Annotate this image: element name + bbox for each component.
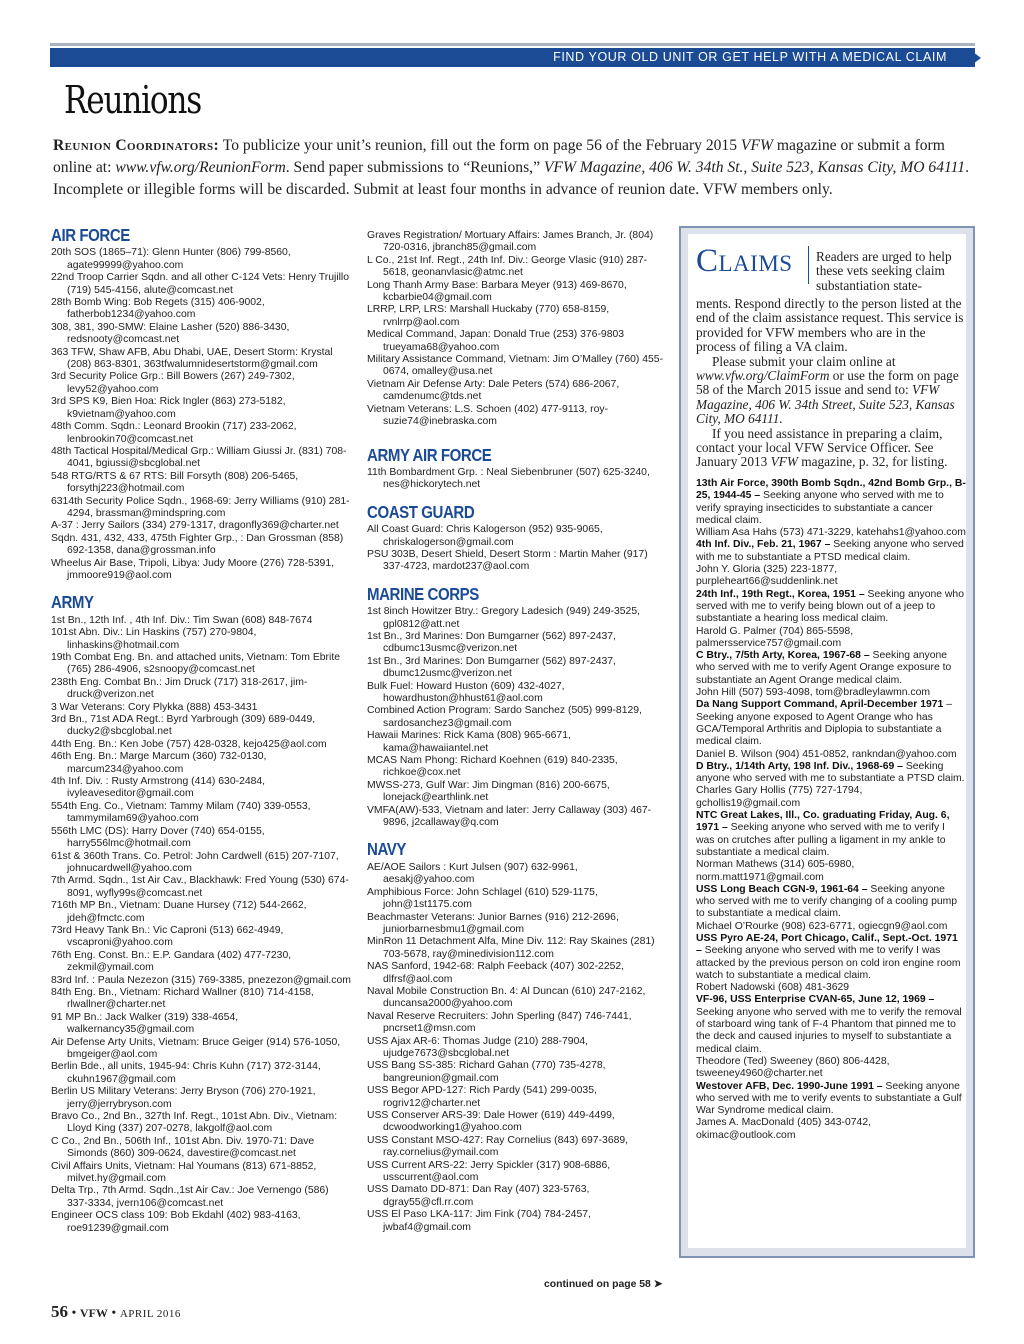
listing-column-1 xyxy=(51,225,351,1235)
listing-entry: 7th Armd. Sqdn., 1st Air Cav., Blackhawk: Fred Young (530) 674-8091, wyfly99s@comcast.net xyxy=(51,875,349,899)
intro-text: . Incomplete or illegible forms will be discarded. Submit at least four months in advance of reunion date. VFW members only. xyxy=(53,159,969,198)
listing-entry: Combined Action Program: Sardo Sanchez (505) 999-8129, sardosanchez3@gmail.com xyxy=(367,705,642,729)
claim-item xyxy=(696,884,966,933)
listing-entry: VMFA(AW)-533, Vietnam and later: Jerry Callaway (303) 467-9896, j2callaway@q.com xyxy=(367,804,652,829)
claim-body: Seeking anyone who served with me to substantiate a PTSD claim. xyxy=(696,760,965,785)
claims-intro-p2 xyxy=(696,355,968,427)
section-heading-army: ARMY xyxy=(51,592,94,613)
listing-entry: USS Constant MSO-427: Ray Cornelius (843) 697-3689, ray.cornelius@ymail.com xyxy=(367,1134,629,1159)
claim-item xyxy=(696,994,966,1080)
listing-entry: 91 MP Bn.: Jack Walker (319) 338-4654, walkernancy35@gmail.com xyxy=(51,1011,239,1036)
listing-entry: 48th Tactical Hospital/Medical Grp.: William Giussi Jr. (831) 708-4041, bgiussi@sbcglobal.net xyxy=(51,445,347,470)
listing-entry: Air Defense Arty Units, Vietnam: Bruce Geiger (914) 576-1050, bmgeiger@aol.com xyxy=(51,1036,341,1060)
listing-entry: Bulk Fuel: Howard Huston (609) 432-4027, howardhuston@hhust61@aol.com xyxy=(367,680,565,704)
claims-address: VFW Magazine, 406 W. 34th Street, Suite 523, Kansas City, MO 64111. xyxy=(696,382,955,427)
listing-entry: Medical Command, Japan: Donald True (253) 376-9803 trueyama68@yahoo.com xyxy=(367,329,625,353)
claim-heading: NTC Great Lakes, Ill., Co. graduating Friday, Aug. 6, 1971 – xyxy=(696,810,950,834)
listing-entry: USS Begor APD-127: Rich Pardy (541) 299-0035, rogriv12@charter.net xyxy=(367,1085,597,1109)
claim-heading: USS Pyro AE-24, Port Chicago, Calif., Sept.-Oct. 1971 – xyxy=(696,932,958,957)
listing-entry: 22nd Troop Carrier Sqdn. and all other C-124 Vets: Henry Trujillo (719) 545-4156, alute@comcast.net xyxy=(51,272,350,296)
claim-body: Seeking anyone who served with me to verify changing of a cooling pump to substantiate a medical claim. xyxy=(696,883,958,920)
listing-entry: Beachmaster Veterans: Junior Barnes (916) 212-2696, juniorbarnesbmu1@gmail.com xyxy=(367,911,619,935)
listing-entry: 101st Abn. Div.: Lin Haskins (757) 270-9804, linhaskins@hotmail.com xyxy=(51,627,257,651)
claim-heading: USS Long Beach CGN-9, 1961-64 – xyxy=(696,883,868,895)
claim-item xyxy=(696,1081,966,1142)
claim-heading: 4th Inf. Div., Feb. 21, 1967 – xyxy=(696,539,831,551)
marine-corps-list xyxy=(367,606,667,829)
listing-entry: Civil Affairs Units, Vietnam: Hal Youmans (813) 671-8852, milvet.hy@gmail.com xyxy=(51,1160,317,1185)
claim-contact: William Asa Hahs (573) 471-3229, katehahs1@yahoo.com xyxy=(696,527,966,539)
listing-entry: 83rd Inf. : Paula Nezezon (315) 769-3385, pnezezon@gmail.com xyxy=(51,974,351,986)
intro-text: To publicize your unit’s reunion, fill out the form on page 56 of the February 2015 xyxy=(219,137,741,154)
claims-text: magazine, p. 32, for listing. xyxy=(797,454,948,470)
claim-text xyxy=(696,761,966,786)
listing-entry: 4th Inf. Div. : Rusty Armstrong (414) 630-2484, ivyleaveseditor@gmail.com xyxy=(51,776,266,800)
claims-panel xyxy=(688,234,966,1248)
claim-body: Seeking anyone who served with me to verify spraying insecticides to substantiate a cancer medical claim. xyxy=(696,490,944,526)
listing-entry: 11th Bombardment Grp. : Neal Siebenbruner (507) 625-3240, nes@hickorytech.net xyxy=(367,466,650,491)
claim-text xyxy=(696,650,966,687)
claim-body: – Seeking anyone exposed to Agent Orange who has GCA/Temporal Arthritis and Diplopia to substantiate a medical claim. xyxy=(696,699,952,748)
listing-entry: Military Assistance Command, Vietnam: Jim O’Malley (760) 455-0674, omalley@usa.net xyxy=(367,354,664,378)
claim-text xyxy=(696,884,966,921)
listing-entry: USS Bang SS-385: Richard Gahan (770) 735-4278, bangreunion@gmail.com xyxy=(367,1060,606,1084)
claims-divider xyxy=(808,246,809,284)
banner-stripe xyxy=(50,43,975,46)
listing-entry: L Co., 21st Inf. Regt., 24th Inf. Div.: George Vlasic (910) 287-5618, geonanvlasic@atmc.net xyxy=(367,254,648,279)
listing-entry: Berlin Bde., all units, 1945-94: Chris Kuhn (717) 372-3144, ckuhn1967@gmail.com xyxy=(51,1061,321,1085)
claim-contact: John Hill (507) 593-4098, tom@bradleylawmn.com xyxy=(696,687,931,699)
army-air-force-list xyxy=(367,467,667,492)
claim-contact: Daniel B. Wilson (904) 451-0852, rankndan@yahoo.com xyxy=(696,748,957,760)
listing-entry: 1st Bn., 3rd Marines: Don Bumgarner (562) 897-2437, cdbumc13usmc@verizon.net xyxy=(367,630,616,655)
claim-contact: Charles Gary Hollis (775) 727-1794, gchollis19@gmail.com xyxy=(696,785,863,809)
listing-entry: Graves Registration/ Mortuary Affairs: James Branch, Jr. (804) 720-0316, jbranch85@gmail.com xyxy=(367,230,654,254)
claim-item xyxy=(696,589,966,650)
listing-entry: Naval Mobile Construction Bn. 4: Al Duncan (610) 247-2162, duncansa2000@yahoo.com xyxy=(367,985,646,1010)
listing-entry: 3rd Security Police Grp.: Bill Bowers (267) 249-7302, levy52@yahoo.com xyxy=(51,371,295,395)
intro-magazine: VFW xyxy=(740,137,773,154)
claim-body: Seeking anyone who served with me to verify being blown out of a jeep to substantiate a hearing loss medical claim. xyxy=(696,588,964,625)
page-title: Reunions xyxy=(64,78,201,122)
listing-entry: 554th Eng. Co., Vietnam: Tammy Milam (740) 339-0553, tammymilam69@yahoo.com xyxy=(51,800,311,825)
section-heading-marine-corps: MARINE CORPS xyxy=(367,583,479,604)
listing-entry: Engineer OCS class 109: Bob Ekdahl (402) 983-4163, roe91239@gmail.com xyxy=(51,1210,301,1234)
listing-entry: LRRP, LRP, LRS: Marshall Huckaby (770) 658-8159, rvnlrrp@aol.com xyxy=(367,304,610,328)
listing-entry: USS Ajax AR-6: Thomas Judge (210) 288-7904, ujudge7673@sbcglobal.net xyxy=(367,1035,589,1059)
claim-contact: Norman Mathews (314) 605-6980, norm.matt1971@gmail.com xyxy=(696,859,855,883)
listing-entry: PSU 303B, Desert Shield, Desert Storm : Martin Maher (917) 337-4723, mardot237@aol.com xyxy=(367,548,648,573)
claim-item xyxy=(696,933,966,994)
listing-entry: 3 War Veterans: Cory Plykka (888) 453-3431 xyxy=(51,701,258,713)
listing-entry: 1st Bn., 3rd Marines: Don Bumgarner (562) 897-2437, dbumc12usmc@verizon.net xyxy=(367,655,616,680)
listing-entry: 20th SOS (1865–71): Glenn Hunter (806) 799-8560, agate99999@yahoo.com xyxy=(51,247,291,271)
claim-body: Seeking anyone who served with me to verify I was attacked by the previous person on cold iron engine room watch to substantiate a medical claim. xyxy=(696,945,961,981)
claim-body: Seeking anyone who served with me to verify Agent Orange exposure to substantiate an Agent Orange medical claim. xyxy=(696,650,952,686)
listing-entry: 1st 8inch Howitzer Btry.: Gregory Ladesich (949) 249-3525, gpl0812@att.net xyxy=(367,606,640,630)
navy-list xyxy=(367,862,667,1234)
listing-entry: USS Conserver ARS-39: Dale Hower (619) 449-4499, dcwoodworking1@yahoo.com xyxy=(367,1110,615,1134)
listing-entry: 556th LMC (DS): Harry Dover (740) 654-0155, harry556lmc@hotmail.com xyxy=(51,825,265,850)
listing-entry: USS El Paso LKA-117: Jim Fink (704) 784-2457, jwbaf4@gmail.com xyxy=(367,1209,591,1233)
listing-entry: 716th MP Bn., Vietnam: Duane Hursey (712) 544-2662, jdeh@fmctc.com xyxy=(51,900,307,924)
claim-contact: Harold G. Palmer (704) 865-5598, palmersservice757@gmail.com xyxy=(696,625,854,649)
listing-entry: 363 TFW, Shaw AFB, Abu Dhabi, UAE, Desert Storm: Krystal (208) 863-8301, 363tfwalumnidesertstorm@gmail.com xyxy=(51,346,333,371)
listing-entry: Hawaii Marines: Rick Kama (808) 965-6671, kama@hawaiiantel.net xyxy=(367,730,571,754)
section-heading-coast-guard: COAST GUARD xyxy=(367,501,475,522)
claim-text xyxy=(696,1081,966,1118)
claim-heading: Westover AFB, Dec. 1990-June 1991 – xyxy=(696,1080,883,1092)
claim-text xyxy=(696,810,966,859)
listing-entry: A-37 : Jerry Sailors (334) 279-1317, dragonfly369@charter.net xyxy=(51,520,339,532)
listing-column-2 xyxy=(367,230,667,1234)
footer-magazine: VFW xyxy=(79,1306,108,1320)
claims-text: If you need assistance in preparing a claim, contact your local VFW Service Officer. See January 2013 xyxy=(696,425,943,470)
listing-entry: 48th Comm. Sqdn.: Leonard Brookin (717) 233-2062, lenbrookin70@comcast.net xyxy=(51,421,297,445)
section-heading-navy: NAVY xyxy=(367,839,406,860)
section-heading-air-force: AIR FORCE xyxy=(51,225,130,245)
claims-intro-p1: ments. Respond directly to the person listed at the end of the claim assistance request. This service is provided for VFW members who are in the process of filing a VA claim. xyxy=(696,296,964,355)
claim-item xyxy=(696,699,966,760)
claim-contact: James A. MacDonald (405) 343-0742, okimac@outlook.com xyxy=(696,1117,872,1141)
banner-text: FIND YOUR OLD UNIT OR GET HELP WITH A MEDICAL CLAIM xyxy=(553,50,947,64)
intro-text: . Send paper submissions to “Reunions,” xyxy=(285,159,544,176)
listing-entry: Sqdn. 431, 432, 433, 475th Fighter Grp., : Dan Grossman (858) 692-1358, dana@grossman.info xyxy=(51,532,344,557)
claim-heading: Da Nang Support Command, April-December 1971 xyxy=(696,699,944,711)
listing-entry: AE/AOE Sailors : Kurt Julsen (907) 632-9961, aesakj@yahoo.com xyxy=(367,861,578,886)
listing-entry: MCAS Nam Phong: Richard Koehnen (619) 840-2335, richkoe@cox.net xyxy=(367,755,618,779)
listing-entry: C Co., 2nd Bn., 506th Inf., 101st Abn. Div. 1970-71: Dave Simonds (860) 309-0624, davestire@comcast.net xyxy=(51,1135,315,1160)
listing-entry: 61st & 360th Trans. Co. Petrol: John Cardwell (615) 207-7107, johnucardwell@yahoo.com xyxy=(51,850,339,874)
army-list-continued xyxy=(367,230,667,429)
listing-entry: USS Damato DD-871: Dan Ray (407) 323-5763, dgray55@cfl.rr.com xyxy=(367,1184,590,1208)
listing-entry: MinRon 11 Detachment Alfa, Mine Div. 112: Ray Skaines (281) 703-5678, ray@minedivision112.com xyxy=(367,936,655,960)
listing-entry: 1st Bn., 12th Inf. , 4th Inf. Div.: Tim Swan (608) 848-7674 xyxy=(51,614,313,626)
continued-note: continued on page 58 ➤ xyxy=(544,1279,663,1290)
listing-entry: Vietnam Air Defense Arty: Dale Peters (574) 686-2067, camdenumc@tds.net xyxy=(367,378,620,403)
claim-contact: Robert Nadowski (608) 481-3629 xyxy=(696,982,850,994)
listing-entry: 46th Eng. Bn.: Marge Marcum (360) 732-0130, marcum234@yahoo.com xyxy=(51,751,267,775)
banner-arrow-icon xyxy=(973,52,981,64)
claim-body: Seeking anyone who served with me to verify the removal of starboard wing tank of F-4 Phantom that pinned me to the deck and caused injuries to myself to substantiate a medical claim. xyxy=(696,1006,962,1055)
listing-entry: NAS Sanford, 1942-68: Ralph Feeback (407) 302-2252, dlfrsf@aol.com xyxy=(367,961,625,985)
claims-intro-p3 xyxy=(696,427,968,470)
footer-date: APRIL 2016 xyxy=(119,1308,181,1320)
listing-entry: Long Thanh Army Base: Barbara Meyer (913) 469-8670, kcbarbie04@gmail.com xyxy=(367,279,627,304)
listing-entry: Naval Reserve Recruiters: John Sperling (847) 746-7441, pncrset1@msn.com xyxy=(367,1010,632,1035)
listing-entry: 73rd Heavy Tank Bn.: Vic Caproni (513) 662-4949, vscaproni@yahoo.com xyxy=(51,924,284,949)
claim-text xyxy=(696,699,966,748)
claim-body: Seeking anyone who served with me to substantiate a PTSD medical claim. xyxy=(696,539,964,563)
claims-magazine: VFW xyxy=(770,454,798,470)
section-banner xyxy=(50,43,975,67)
claim-heading: 24th Inf., 19th Regt., Korea, 1951 – xyxy=(696,588,865,600)
intro-address: VFW Magazine, 406 W. 34th St., Suite 523, Kansas City, MO 64111 xyxy=(543,159,966,176)
listing-entry: Wheelus Air Base, Tripoli, Libya: Judy Moore (276) 728-5391, jmmoore919@aol.com xyxy=(51,557,335,581)
listing-entry: All Coast Guard: Chris Kalogerson (952) 935-9065, chriskalogerson@gmail.com xyxy=(367,524,603,548)
claims-intro xyxy=(696,297,968,470)
listing-entry: 6314th Security Police Sqdn., 1968-69: Jerry Williams (910) 281-4294, brassman@mindspring.com xyxy=(51,495,350,519)
claims-title: Claims xyxy=(696,243,793,279)
listing-entry: Vietnam Veterans: L.S. Schoen (402) 477-9113, roy-suzie74@inebraska.com xyxy=(367,403,609,428)
listing-entry: 548 RTG/RTS & 67 RTS: Bill Forsyth (808) 206-5465, forsythj223@hotmail.com xyxy=(51,470,299,495)
claim-text xyxy=(696,933,966,982)
claim-text xyxy=(696,589,966,626)
claim-text xyxy=(696,539,966,564)
claims-text: Please submit your claim online at xyxy=(712,353,896,369)
listing-entry: Amphibious Force: John Schlagel (610) 529-1175, john@1st1175.com xyxy=(367,886,598,911)
claim-item xyxy=(696,761,966,810)
listing-entry: 3rd Bn., 71st ADA Regt.: Byrd Yarbrough (309) 689-0449, ducky2@sbcglobal.net xyxy=(51,714,316,738)
listing-entry: MWSS-273, Gulf War: Jim Dingman (816) 200-6675, lonejack@earthlink.net xyxy=(367,779,610,804)
listing-entry: 84th Eng. Bn., Vietnam: Richard Wallner (810) 714-4158, rlwallner@charter.net xyxy=(51,986,314,1011)
claim-item xyxy=(696,539,966,588)
claim-heading: D Btry., 1/14th Arty, 198 Inf. Div., 1968-69 – xyxy=(696,760,903,772)
intro-text: magazine or submit a form online at: xyxy=(53,137,945,176)
intro-paragraph xyxy=(53,135,978,201)
listing-entry: Berlin US Military Veterans: Jerry Bryson (706) 270-1921, jerry@jerrybryson.com xyxy=(51,1086,316,1110)
claim-item xyxy=(696,650,966,699)
claim-contact: John Y. Gloria (325) 223-1877, purpleheart66@suddenlink.net xyxy=(696,564,838,588)
listing-entry: 19th Combat Eng. Bn. and attached units, Vietnam: Tom Ebrite (765) 286-4906, s2snoopy@comcast.net xyxy=(51,652,340,676)
claims-text: or use the form on page 58 of the March 2015 issue and send to: xyxy=(696,368,959,398)
claim-item xyxy=(696,478,966,539)
claim-heading: VF-96, USS Enterprise CVAN-65, June 12, 1969 – xyxy=(696,994,935,1006)
listing-entry: 28th Bomb Wing: Bob Regets (315) 406-9002, fatherbob1234@yahoo.com xyxy=(51,297,265,321)
listing-entry: 3rd SPS K9, Bien Hoa: Rick Ingler (863) 273-5182, k9vietnam@yahoo.com xyxy=(51,396,286,420)
listing-entry: USS Current ARS-22: Jerry Spickler (317) 908-6886, usscurrent@aol.com xyxy=(367,1159,611,1184)
listing-entry: Delta Trp., 7th Armd. Sqdn.,1st Air Cav.: Joe Vernengo (586) 337-3334, jvern106@comcast.net xyxy=(51,1185,329,1209)
page-footer xyxy=(51,1302,181,1322)
claim-item xyxy=(696,810,966,884)
footer-separator: • xyxy=(111,1306,117,1321)
listing-entry: Bravo Co., 2nd Bn., 327th Inf. Regt., 101st Abn. Div., Vietnam: Lloyd King (337) 207-0278, lakgolf@aol.com xyxy=(51,1111,338,1135)
claim-body: Seeking anyone who served with me to verify I was on crutches after pulling a ligament in my ankle to substantiate a medical claim. xyxy=(696,822,946,858)
claims-sidebar xyxy=(679,226,975,1258)
claims-url: www.vfw.org/ClaimForm xyxy=(696,368,830,384)
intro-lead: Reunion Coordinators: xyxy=(53,137,220,154)
listing-entry: 308, 381, 390-SMW: Elaine Lasher (520) 886-3430, redsnooty@comcast.net xyxy=(51,321,290,346)
claim-heading: 13th Air Force, 390th Bomb Sqdn., 42nd Bomb Grp., B-25, 1944-45 – xyxy=(696,478,966,502)
claims-list xyxy=(696,478,966,1142)
air-force-list xyxy=(51,247,351,582)
listing-entry: 76th Eng. Const. Bn.: E.P. Gandara (402) 477-7230, zekmil@ymail.com xyxy=(51,949,292,974)
section-heading-army-air-force: ARMY AIR FORCE xyxy=(367,444,492,465)
footer-separator: • xyxy=(71,1306,77,1321)
page-number: 56 xyxy=(51,1302,68,1321)
claim-text xyxy=(696,994,966,1055)
claim-contact: Michael O’Rourke (908) 623-6771, ogiecgn9@aol.com xyxy=(696,920,948,932)
claim-heading: C Btry., 7/5th Arty, Korea, 1967-68 – xyxy=(696,650,870,662)
coast-guard-list xyxy=(367,524,667,574)
listing-entry: 238th Eng. Combat Bn.: Jim Druck (717) 318-2617, jim-druck@verizon.net xyxy=(51,676,308,701)
army-list xyxy=(51,615,351,1235)
claim-body: Seeking anyone who served with me to verify events to substantiate a Gulf War Syndrome medical claim. xyxy=(696,1080,962,1117)
intro-url: www.vfw.org/ReunionForm xyxy=(115,159,286,176)
claim-contact: Theodore (Ted) Sweeney (860) 806-4428, tsweeney4960@charter.net xyxy=(696,1055,890,1080)
claims-intro-top: Readers are urged to help these vets seeking claim substantiation state- xyxy=(816,249,952,293)
listing-entry: 44th Eng. Bn.: Ken Jobe (757) 428-0328, kejo425@aol.com xyxy=(51,738,327,750)
claim-text xyxy=(696,478,966,527)
